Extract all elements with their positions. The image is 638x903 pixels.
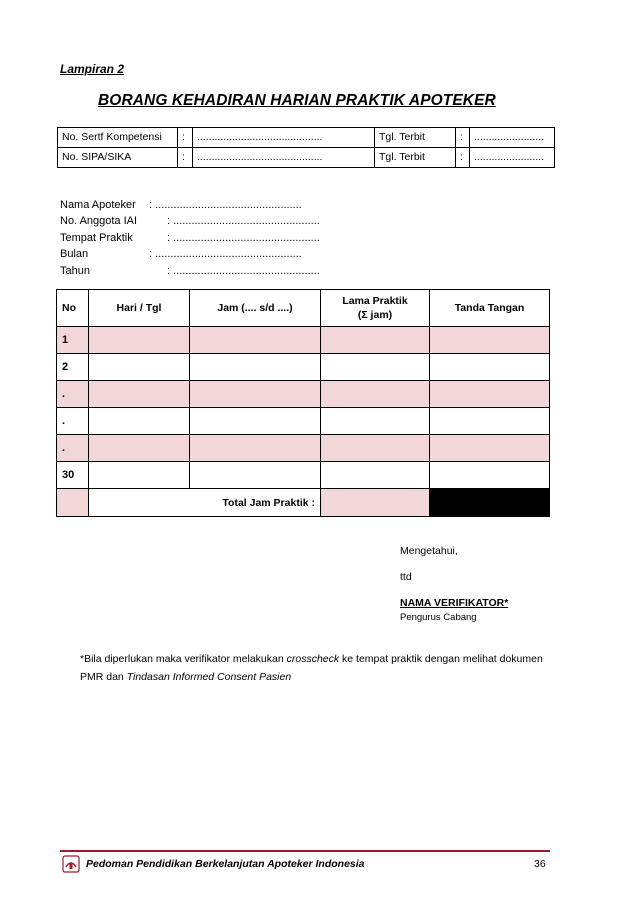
- iai-logo-icon: [62, 855, 80, 873]
- note-text: *Bila diperlukan maka verifikator melakukan: [80, 653, 287, 665]
- cell-jam[interactable]: [190, 381, 321, 408]
- info-colon: :: [178, 128, 193, 148]
- field-value: : ................................................: [167, 231, 320, 244]
- info-dots: ........................: [470, 148, 555, 168]
- field-value: : ................................................: [149, 199, 302, 211]
- cell-hari-tgl[interactable]: [89, 462, 190, 489]
- cell-lama[interactable]: [321, 435, 430, 462]
- row-number: .: [57, 435, 89, 462]
- header-lama-line1: Lama Praktik: [342, 295, 408, 307]
- cell-tanda-tangan[interactable]: [430, 354, 550, 381]
- cell-tanda-tangan[interactable]: [430, 435, 550, 462]
- table-row: [57, 435, 550, 462]
- field-label: Tahun: [60, 264, 90, 277]
- info-row-certificate: [58, 128, 555, 148]
- field-label: Nama Apoteker: [60, 199, 136, 211]
- cell-lama[interactable]: [321, 327, 430, 354]
- field-label: Tempat Praktik: [60, 231, 133, 244]
- attachment-label: Lampiran 2: [60, 62, 125, 76]
- attendance-table: [56, 289, 550, 517]
- cell-hari-tgl[interactable]: [89, 327, 190, 354]
- cell-hari-tgl[interactable]: [89, 381, 190, 408]
- note-text: ke tempat praktik dengan melihat dokumen PMR dan: [80, 653, 543, 683]
- row-number: 1: [57, 327, 89, 354]
- header-tanda-tangan: Tanda Tangan: [430, 290, 550, 327]
- field-label: No. Anggota IAI: [60, 215, 138, 228]
- page-number: 36: [534, 858, 546, 870]
- info-dots: ........................: [470, 128, 555, 148]
- footer-divider: [60, 850, 550, 852]
- row-number: 2: [57, 354, 89, 381]
- header-lama-line2: (Σ jam): [357, 309, 393, 321]
- info-row-sipa: [58, 148, 555, 168]
- table-row: [57, 381, 550, 408]
- row-number: 30: [57, 462, 89, 489]
- field-value: : ................................................: [149, 248, 302, 261]
- table-row: [57, 462, 550, 489]
- cell-hari-tgl[interactable]: [89, 408, 190, 435]
- total-blacked-cell: [430, 489, 550, 517]
- field-value: : ................................................: [167, 215, 320, 228]
- attendance-header: [57, 290, 550, 327]
- sign-mengetahui: Mengetahui,: [400, 545, 458, 557]
- cell-tanda-tangan[interactable]: [430, 408, 550, 435]
- info-dots: ...........................................: [193, 148, 375, 168]
- table-row: [57, 354, 550, 381]
- cell-hari-tgl[interactable]: [89, 435, 190, 462]
- info-label-date: Tgl. Terbit: [375, 128, 456, 148]
- info-label: No. Sertf Kompetensi: [58, 128, 178, 148]
- cell-lama[interactable]: [321, 462, 430, 489]
- cell-jam[interactable]: [190, 462, 321, 489]
- info-label: No. SIPA/SIKA: [58, 148, 178, 168]
- cell-tanda-tangan[interactable]: [430, 381, 550, 408]
- field-label: Bulan: [60, 248, 89, 261]
- total-label: Total Jam Praktik :: [89, 489, 321, 517]
- header-hari-tgl: Hari / Tgl: [89, 290, 190, 327]
- cell-jam[interactable]: [190, 354, 321, 381]
- total-blank: [57, 489, 89, 517]
- cell-tanda-tangan[interactable]: [430, 327, 550, 354]
- header-lama-praktik: [321, 290, 430, 327]
- note-tindasan: Tindasan Informed Consent Pasien: [126, 671, 292, 683]
- cell-lama[interactable]: [321, 381, 430, 408]
- cell-hari-tgl[interactable]: [89, 354, 190, 381]
- info-colon: :: [456, 148, 470, 168]
- row-number: .: [57, 381, 89, 408]
- footer-title: Pedoman Pendidikan Berkelanjutan Apoteker Indonesia: [86, 858, 365, 870]
- cell-lama[interactable]: [321, 408, 430, 435]
- header-no: No: [57, 290, 89, 327]
- cell-jam[interactable]: [190, 327, 321, 354]
- verifier-role: Pengurus Cabang: [400, 612, 477, 623]
- row-number: .: [57, 408, 89, 435]
- total-value-cell[interactable]: [321, 489, 430, 517]
- cell-jam[interactable]: [190, 435, 321, 462]
- cell-jam[interactable]: [190, 408, 321, 435]
- info-colon: :: [178, 148, 193, 168]
- info-colon: :: [456, 128, 470, 148]
- info-label-date: Tgl. Terbit: [375, 148, 456, 168]
- verifier-name: NAMA VERIFIKATOR*: [400, 597, 509, 609]
- sign-ttd: ttd: [400, 571, 412, 583]
- field-value: : ................................................: [167, 264, 320, 277]
- total-row: [57, 489, 550, 517]
- footnote: [80, 650, 560, 686]
- info-table: [57, 127, 555, 168]
- cell-tanda-tangan[interactable]: [430, 462, 550, 489]
- table-row: [57, 327, 550, 354]
- page-title: BORANG KEHADIRAN HARIAN PRAKTIK APOTEKER: [98, 92, 496, 109]
- info-dots: ...........................................: [193, 128, 375, 148]
- cell-lama[interactable]: [321, 354, 430, 381]
- table-row: [57, 408, 550, 435]
- header-jam: Jam (.... s/d ....): [190, 290, 321, 327]
- note-crosscheck: crosscheck: [286, 653, 340, 665]
